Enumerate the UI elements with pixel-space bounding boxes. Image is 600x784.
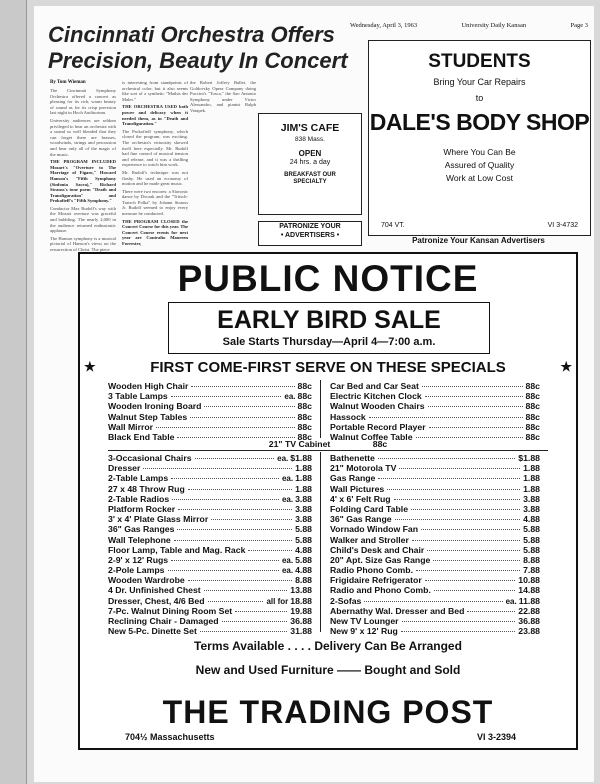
fcfs-banner — [80, 359, 576, 376]
item-price: 88c — [525, 431, 540, 442]
trading-post-address: 704½ Massachusetts — [125, 732, 215, 742]
leader-dots — [395, 519, 520, 520]
leader-dots — [434, 590, 515, 591]
item-name: Portable Record Player — [330, 421, 426, 432]
item-qualifier: ea. — [284, 392, 296, 402]
item-price: 8.88 — [295, 575, 312, 586]
tv-cabinet-row — [80, 439, 576, 449]
item-name: 7-Pc. Walnut Dining Room Set — [108, 605, 233, 616]
item-name: 3-Occasional Chairs — [108, 453, 192, 463]
item-name: Walnut Step Tables — [108, 411, 188, 422]
item-name: Frigidaire Refrigerator — [330, 575, 422, 586]
leader-dots — [188, 489, 292, 490]
price-row — [108, 484, 312, 494]
header-page: Page 3 — [570, 22, 588, 29]
item-name: 2-Table Radios — [108, 493, 170, 504]
dales-bring: Bring Your Car Repairs — [433, 77, 526, 87]
item-price: 7.88 — [523, 565, 540, 576]
dales-students: STUDENTS — [428, 51, 531, 72]
leader-dots — [177, 437, 294, 438]
item-price: 5.88 — [523, 544, 540, 555]
jims-name: JIM'S CAFE — [280, 122, 340, 134]
jims-line1: BREAKFAST OUR — [284, 172, 336, 178]
leader-dots — [195, 458, 275, 459]
price-row — [330, 514, 540, 524]
specials-right-list — [330, 381, 540, 442]
item-price: 88c — [297, 421, 312, 432]
leader-dots — [416, 570, 520, 571]
leader-dots — [171, 396, 282, 397]
leader-dots — [421, 529, 520, 530]
item-price: 11.88 — [518, 595, 540, 606]
article-paragraph: The Prokofieff symphony, which closed the program, was exciting. The orchestra's virtuosity showed itself here especially. Mr. Rudolf had fine control of musical tension and release, and it was a thrilling experience to watch him work. — [122, 128, 188, 168]
price-row — [108, 381, 312, 391]
items-right-list — [330, 453, 540, 636]
item-name: Wooden Ironing Board — [108, 401, 202, 412]
section-divider — [108, 450, 548, 451]
leader-dots — [399, 468, 520, 469]
article-column-2 — [122, 80, 188, 250]
item-name: Floor Lamp, Table and Mag. Rack — [108, 544, 246, 555]
leader-dots — [171, 478, 279, 479]
price-row — [330, 463, 540, 473]
item-price: 3.88 — [295, 493, 312, 504]
sale-starts: Sale Starts Thursday—April 4—7:00 a.m. — [222, 336, 436, 348]
leader-dots — [427, 550, 520, 551]
item-price: 88c — [297, 381, 312, 391]
patronize-kansan: Patronize Your Kansan Advertisers — [412, 236, 545, 245]
item-name: Wall Pictures — [330, 483, 385, 494]
price-row — [330, 422, 540, 432]
price-row — [108, 596, 312, 606]
price-row — [108, 555, 312, 565]
price-row — [330, 555, 540, 565]
header-date: Wednesday, April 3, 1963 — [350, 22, 418, 29]
item-name: Reclining Chair - Damaged — [108, 616, 219, 626]
item-name: Wooden Wardrobe — [108, 575, 185, 586]
price-row — [108, 391, 312, 401]
item-name: Dresser — [108, 463, 141, 474]
trading-post-phone: VI 3-2394 — [476, 732, 516, 742]
leader-dots — [191, 386, 294, 387]
item-price: 5.88 — [295, 534, 312, 545]
price-row — [108, 575, 312, 585]
price-row — [108, 504, 312, 514]
item-price: 5.88 — [523, 524, 540, 535]
patronize-line1: PATRONIZE YOUR — [279, 223, 341, 230]
price-row — [330, 504, 540, 514]
dales-address: 704 VT. — [381, 222, 405, 229]
column-divider — [320, 380, 321, 438]
leader-dots — [174, 540, 292, 541]
price-row — [108, 422, 312, 432]
leader-dots — [172, 499, 279, 500]
tv-cabinet-price: 88c — [372, 439, 388, 449]
leader-dots — [378, 458, 515, 459]
item-qualifier: ea. — [281, 474, 294, 484]
leader-dots — [168, 570, 279, 571]
item-name: Gas Range — [330, 473, 376, 484]
price-row — [330, 596, 540, 606]
price-row — [108, 463, 312, 473]
early-bird-title: EARLY BIRD SALE — [217, 306, 441, 334]
item-name: New TV Lounger — [330, 616, 399, 626]
leader-dots — [235, 611, 287, 612]
article-paragraph: THE PROGRAM CLOSED the Concert Course for this year. The Concert Course events for next year are Contralto Maureen Forrester, — [122, 218, 188, 247]
item-price: 5.88 — [295, 524, 312, 535]
item-price: 3.88 — [295, 514, 312, 525]
item-price: 1.88 — [523, 483, 540, 494]
leader-dots — [188, 580, 292, 581]
item-name: Radio and Phono Comb. — [330, 585, 431, 596]
price-row — [108, 626, 312, 636]
jims-address: 838 Mass. — [295, 136, 325, 143]
article-paragraph: the Robert Joffrey Ballet, the Goldovsky Opera Company doing Puccini's "Tosca," the Sao Antonio Symphony under Victor Alessandro, and pianist Ralph Votapek. — [190, 80, 256, 113]
article-paragraph: Mr. Rudolf's technique was not flashy. He used an economy of motion and he made great music. — [122, 169, 188, 187]
leader-dots — [177, 529, 292, 530]
jims-hours: 24 hrs. a day — [289, 159, 331, 166]
leader-dots — [378, 478, 520, 479]
item-price: $1.88 — [290, 453, 312, 463]
item-name: 3 Table Lamps — [108, 391, 168, 402]
price-row — [330, 585, 540, 595]
item-price: $1.88 — [518, 453, 540, 463]
item-name: Radio Phono Comb. — [330, 565, 414, 576]
item-price: 4.88 — [295, 565, 312, 576]
dales-phone: VI 3-4732 — [547, 222, 578, 229]
article-paragraph: The Cincinnati Symphony Orchestra offered a concert as pleasing for its rich, warm beauty of sound as for its crisp precision last night in Hoch Auditorium. — [50, 88, 116, 116]
dales-to: to — [475, 93, 484, 103]
price-row — [330, 484, 540, 494]
dales-where-2: Assured of Quality — [444, 160, 515, 170]
dales-shop-name: DALE'S BODY SHOP — [369, 109, 590, 135]
early-bird-box — [168, 302, 490, 354]
price-row — [330, 616, 540, 626]
item-name: 3' x 4' Plate Glass Mirror — [108, 514, 209, 525]
item-name: Abernathy Wal. Dresser and Bed — [330, 605, 465, 616]
item-price: 10.88 — [518, 575, 540, 586]
item-price: 4.88 — [523, 514, 540, 525]
patronize-box — [258, 221, 362, 246]
price-row — [108, 473, 312, 483]
leader-dots — [211, 519, 292, 520]
price-row — [330, 626, 540, 636]
item-price: 3.88 — [523, 503, 540, 514]
item-price: 13.88 — [290, 585, 312, 596]
leader-dots — [190, 417, 294, 418]
item-name: Hassock — [330, 411, 366, 422]
item-price: 31.88 — [290, 626, 312, 637]
dales-where-3: Work at Low Cost — [446, 173, 513, 183]
item-price: 22.88 — [518, 605, 540, 616]
terms-line: Terms Available . . . . Delivery Can Be Arranged — [194, 639, 462, 653]
item-name: Wall Telephone — [108, 534, 171, 545]
price-row — [108, 535, 312, 545]
leader-dots — [467, 611, 515, 612]
patronize-line2: • ADVERTISERS • — [280, 232, 340, 239]
adjacent-page-edge — [0, 0, 27, 784]
price-row — [108, 616, 312, 626]
price-row — [330, 494, 540, 504]
leader-dots — [156, 427, 294, 428]
leader-dots — [204, 590, 288, 591]
item-price: 88c — [297, 391, 312, 402]
item-price: 88c — [297, 401, 312, 412]
item-price: 19.88 — [290, 605, 312, 616]
item-name: 36" Gas Range — [330, 514, 392, 525]
leader-dots — [369, 417, 523, 418]
item-name: Black End Table — [108, 431, 175, 442]
leader-dots — [425, 396, 523, 397]
leader-dots — [200, 631, 287, 632]
price-row — [108, 494, 312, 504]
price-row — [330, 401, 540, 411]
item-qualifier: ea. — [281, 555, 294, 565]
item-name: New 9' x 12' Rug — [330, 626, 398, 637]
item-name: Car Bed and Car Seat — [330, 381, 419, 391]
item-price: 18.88 — [290, 595, 312, 606]
item-qualifier: ea. — [505, 596, 517, 606]
article-column-3 — [190, 80, 256, 120]
leader-dots — [394, 499, 520, 500]
price-row — [108, 401, 312, 411]
price-row — [330, 473, 540, 483]
item-price: 36.88 — [290, 616, 312, 626]
item-name: Wooden High Chair — [108, 381, 189, 391]
fcfs-text: FIRST COME-FIRST SERVE ON THESE SPECIALS — [150, 359, 506, 376]
item-price: 3.88 — [523, 493, 540, 504]
price-row — [108, 565, 312, 575]
public-notice-title: PUBLIC NOTICE — [177, 258, 479, 299]
item-name: Child's Desk and Chair — [330, 544, 425, 555]
leader-dots — [401, 631, 515, 632]
item-name: 27 x 48 Throw Rug — [108, 483, 185, 494]
page-header — [350, 22, 588, 29]
item-name: Dresser, Chest, 4/6 Bed — [108, 595, 205, 606]
article-paragraph: University audiences are seldom privileged to hear an orchestra with a sound so well blended that they can forget there are brasses, woodwinds, strings and percussion and hear only all of the magic of the music. — [50, 117, 116, 157]
price-row — [330, 381, 540, 391]
item-name: 4' x 6' Felt Rug — [330, 493, 391, 504]
item-price: 88c — [525, 401, 540, 412]
item-qualifier: ea. — [281, 494, 294, 504]
leader-dots — [222, 621, 288, 622]
article-headline: Cincinnati Orchestra Offers Precision, Beauty In Concert — [48, 22, 348, 73]
item-price: 88c — [297, 431, 312, 442]
article-paragraph: THE ORCHESTRA USED both power and delicacy when it needed them, as in "Death and Transfiguration." — [122, 104, 188, 127]
item-name: 2-Table Lamps — [108, 473, 169, 484]
article-column-1 — [50, 88, 116, 253]
price-row — [330, 545, 540, 555]
article-paragraph: THE PROGRAM INCLUDED Mozart's "Overture to The Marriage of Figaro," Howard Hanson's "Fifth Symphony (Sinfonia Sacra)," Richard Strauss's tone poem "Death and Transfiguration" and Prokofieff's "Fifth Symphony." — [50, 159, 116, 204]
leader-dots — [429, 427, 523, 428]
item-price: 14.88 — [518, 585, 540, 596]
item-name: Walnut Wooden Chairs — [330, 401, 425, 412]
price-row — [108, 524, 312, 534]
item-name: Folding Card Table — [330, 503, 409, 514]
article-paragraph: Conductor Max Rudolf's way with the Mozart overture was graceful and bubbling. The nearly 2,000 in the audience returned enthusiastic applause. — [50, 205, 116, 234]
item-qualifier: ea. — [277, 454, 289, 463]
item-price: 23.88 — [518, 626, 540, 637]
dales-body-shop-ad — [368, 40, 591, 236]
leader-dots — [387, 489, 520, 490]
leader-dots — [411, 509, 520, 510]
leader-dots — [178, 509, 292, 510]
item-price: 1.88 — [523, 473, 540, 484]
item-price: 8.88 — [523, 554, 540, 565]
dales-footer — [381, 222, 578, 229]
leader-dots — [248, 550, 292, 551]
leader-dots — [416, 437, 523, 438]
item-price: 1.88 — [295, 473, 312, 484]
items-left-list — [108, 453, 312, 636]
price-row — [330, 391, 540, 401]
price-row — [330, 535, 540, 545]
item-name: 21" Motorola TV — [330, 463, 397, 474]
item-price: 1.88 — [295, 483, 312, 494]
item-price: 5.88 — [523, 534, 540, 545]
item-name: Vornado Window Fan — [330, 524, 419, 535]
tv-cabinet-name: 21" TV Cabinet — [268, 439, 331, 449]
price-row — [108, 585, 312, 595]
leader-dots — [428, 406, 523, 407]
item-name: 20" Apt. Size Gas Range — [330, 554, 431, 565]
price-row — [108, 412, 312, 422]
item-name: Bathenette — [330, 453, 375, 463]
article-paragraph: The Hanson symphony is a musical pictorial of Hanson's views on the resurrection of Christ. The piece — [50, 235, 116, 253]
item-name: Walnut Coffee Table — [330, 431, 413, 442]
item-qualifier: all for — [266, 596, 289, 606]
star-icon: ★ — [560, 359, 572, 374]
price-row — [330, 453, 540, 463]
dales-where-1: Where You Can Be — [443, 147, 516, 157]
dales-where — [369, 146, 590, 185]
item-price: 4.88 — [295, 544, 312, 555]
item-price: 36.88 — [518, 616, 540, 626]
item-price: 88c — [297, 411, 312, 422]
trading-post-ad — [78, 252, 578, 750]
item-name: New 5-Pc. Dinette Set — [108, 626, 197, 637]
jims-cafe-ad — [258, 113, 362, 215]
new-used-line: New and Used Furniture —— Bought and Sold — [195, 663, 461, 677]
price-row — [108, 453, 312, 463]
article-paragraph: is interesting from standpoints of orchestral color, but it also seems like sort of a synthetic "Mathis der Maler." — [122, 80, 188, 102]
leader-dots — [208, 601, 264, 602]
star-icon: ★ — [84, 359, 96, 374]
article-byline: By Tom Wieman — [50, 80, 86, 85]
column-divider — [320, 452, 321, 632]
item-name: Wall Mirror — [108, 421, 154, 432]
item-price: 88c — [525, 391, 540, 402]
item-price: 88c — [525, 411, 540, 422]
item-name: 2-Sofas — [330, 595, 362, 606]
item-price: 1.88 — [523, 463, 540, 474]
leader-dots — [402, 621, 516, 622]
leader-dots — [425, 580, 516, 581]
trading-post-name: THE TRADING POST — [162, 694, 494, 730]
leader-dots — [204, 406, 294, 407]
item-name: 2-9' x 12' Rugs — [108, 554, 169, 565]
item-price: 88c — [525, 381, 540, 391]
item-price: 5.88 — [295, 554, 312, 565]
item-price: 1.88 — [295, 463, 312, 474]
price-row — [330, 606, 540, 616]
price-row — [108, 545, 312, 555]
jims-line2: SPECIALTY — [293, 179, 327, 185]
item-name: 2-Pole Lamps — [108, 565, 165, 576]
leader-dots — [364, 601, 502, 602]
leader-dots — [143, 468, 292, 469]
item-name: Electric Kitchen Clock — [330, 391, 422, 402]
price-row — [108, 606, 312, 616]
item-price: 88c — [525, 421, 540, 432]
header-paper: University Daily Kansan — [461, 22, 527, 29]
price-row — [330, 412, 540, 422]
leader-dots — [422, 386, 523, 387]
item-name: Walker and Stroller — [330, 534, 409, 545]
jims-open: OPEN — [298, 149, 322, 158]
item-name: 36" Gas Ranges — [108, 524, 175, 535]
price-row — [330, 524, 540, 534]
item-name: Platform Rocker — [108, 503, 176, 514]
price-row — [108, 514, 312, 524]
item-price: 3.88 — [295, 503, 312, 514]
leader-dots — [412, 540, 520, 541]
price-row — [330, 565, 540, 575]
item-qualifier: ea. — [281, 566, 294, 576]
item-name: 4 Dr. Unfinished Chest — [108, 585, 201, 596]
leader-dots — [433, 560, 520, 561]
specials-left-list — [108, 381, 312, 442]
jims-breakfast — [259, 172, 361, 186]
leader-dots — [171, 560, 279, 561]
price-row — [330, 575, 540, 585]
article-paragraph: There were two encores: a Slavonic dance by Dvorak and the "Tritsch-Tratsch Polka" by Johann Strauss Jr. Rudolf seemed to enjoy every measure he conducted. — [122, 188, 188, 217]
